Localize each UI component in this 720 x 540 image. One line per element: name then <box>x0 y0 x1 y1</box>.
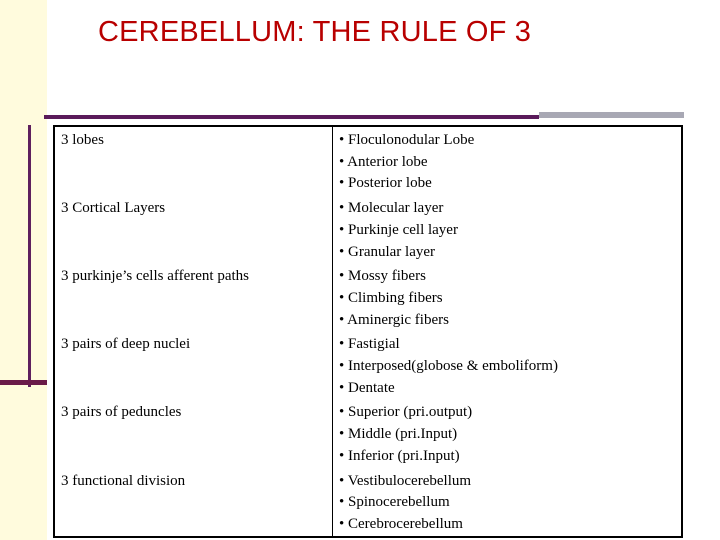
table-row <box>54 195 682 263</box>
list-item: • Interposed(globose & emboliform) <box>339 358 558 375</box>
list-item: • Climbing fibers <box>339 289 443 306</box>
list-item: • Floculonodular Lobe <box>339 132 475 148</box>
list-item: • Aminergic fibers <box>339 311 449 328</box>
list-item: • Purkinje cell layer <box>339 221 458 238</box>
list-item: • Mossy fibers <box>339 268 426 285</box>
list-item: • Inferior (pri.Input) <box>339 447 460 464</box>
table-row <box>54 399 682 467</box>
row-label: 3 pairs of peduncles <box>54 399 333 467</box>
list-item: • Molecular layer <box>339 200 444 217</box>
slide-title: CEREBELLUM: THE RULE OF 3 <box>98 16 532 48</box>
list-item: • Posterior lobe <box>339 175 432 192</box>
list-item: • Middle (pri.Input) <box>339 426 458 443</box>
list-item: • Dentate <box>339 379 395 396</box>
row-label: 3 Cortical Layers <box>54 195 333 263</box>
left-decorative-band <box>0 0 47 540</box>
row-items <box>333 195 683 263</box>
list-item: • Vestibulocerebellum <box>339 472 472 489</box>
row-label: 3 functional division <box>54 468 333 537</box>
row-label: 3 pairs of deep nuclei <box>54 331 333 399</box>
list-item: • Fastigial <box>339 336 400 353</box>
list-item: • Superior (pri.output) <box>339 404 473 421</box>
list-item: • Cerebrocerebellum <box>339 515 463 532</box>
maroon-accent-bar <box>0 380 47 385</box>
row-items <box>333 126 683 195</box>
row-items <box>333 331 683 399</box>
list-item: • Spinocerebellum <box>339 494 450 511</box>
list-item: • Anterior lobe <box>339 153 428 170</box>
table-row <box>54 331 682 399</box>
list-item: • Granular layer <box>339 243 436 260</box>
title-underline-gray <box>539 112 684 118</box>
rule-of-three-table <box>53 125 683 538</box>
table-row <box>54 263 682 331</box>
title-underline-purple <box>44 115 539 119</box>
row-label: 3 purkinje’s cells afferent paths <box>54 263 333 331</box>
table-row <box>54 126 682 195</box>
row-items <box>333 468 683 537</box>
row-label: 3 lobes <box>54 126 333 195</box>
vertical-accent-line <box>28 125 31 387</box>
row-items <box>333 399 683 467</box>
table-row <box>54 468 682 537</box>
row-items <box>333 263 683 331</box>
